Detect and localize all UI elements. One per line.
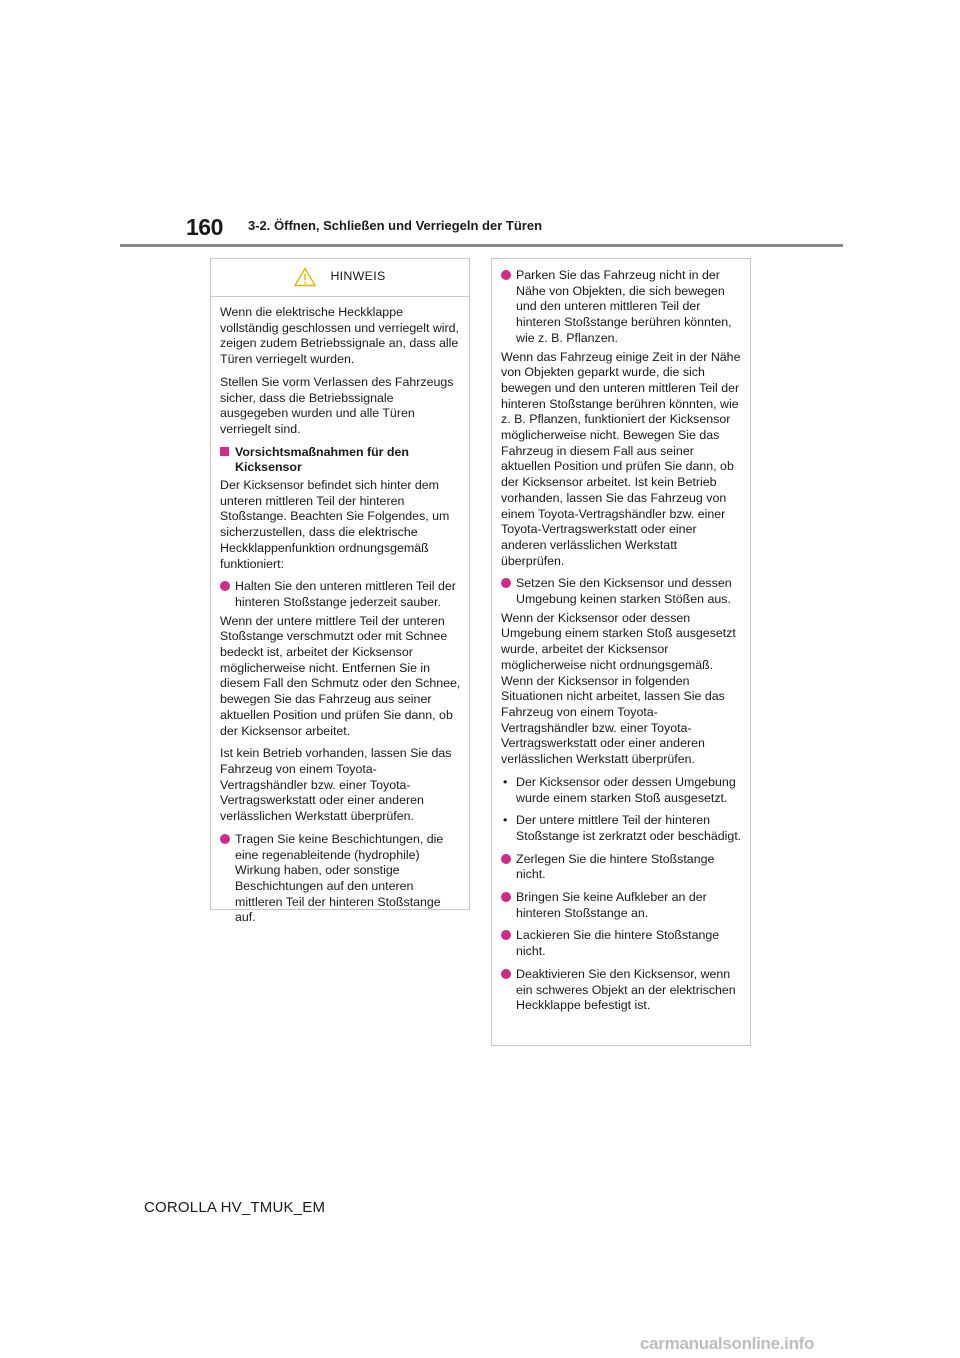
- dash-text: Der untere mittlere Teil der hinteren Stoßstange ist zerkratzt oder beschädigt.: [516, 813, 742, 843]
- dash-item: [501, 813, 742, 844]
- warning-triangle-icon: [294, 267, 316, 287]
- watermark: carmanualsonline.info: [640, 1334, 815, 1353]
- dash-item: [501, 775, 742, 806]
- paragraph: Der Kicksensor befindet sich hinter dem unteren mittleren Teil der hinteren Stoßstange. Beachten Sie Folgendes, um sicherzustellen, dass die elektrische Heckklappenfunktion ordnungsgemäß funktioniert:: [220, 478, 450, 571]
- bullet-text: Bringen Sie keine Aufkleber an der hinteren Stoßstange an.: [516, 890, 707, 920]
- circle-bullet-icon: [501, 270, 511, 280]
- paragraph: Stellen Sie vorm Verlassen des Fahrzeugs sicher, dass die Betriebssignale ausgegeben wurden und alle Türen verriegelt sind.: [220, 374, 454, 436]
- circle-bullet-icon: [501, 892, 511, 902]
- bullet-item: [501, 928, 742, 959]
- bullet-item: [501, 967, 742, 1014]
- paragraph: Wenn das Fahrzeug einige Zeit in der Nähe von Objekten geparkt wurde, die sich bewegen und den unteren mittleren Teil der hinteren Stoßstange berühren könnten, wie z. B. Pflanzen, funktioniert der Kicksensor möglicherweise nicht. Bewegen Sie das Fahrzeug in diesem Fall aus seiner aktuellen Position und prüfen Sie dann, ob der Kicksensor arbeitet. Ist kein Betrieb vorhanden, lassen Sie das Fahrzeug von einem Toyota-Vertragshändler bzw. einer Toyota-Vertragswerkstatt oder einer anderen verlässlichen Werkstatt überprüfen.: [501, 349, 741, 568]
- dash-text: Der Kicksensor oder dessen Umgebung wurde einem starken Stoß ausgesetzt.: [516, 774, 736, 805]
- circle-bullet-icon: [501, 578, 511, 588]
- bullet-item: [220, 579, 461, 610]
- subheading-text: Vorsichtsmaßnahmen für den Kicksensor: [235, 444, 409, 475]
- bullet-item: [501, 890, 742, 921]
- notice-box-right: [491, 258, 751, 1046]
- paragraph: Wenn der untere mittlere Teil der unteren Stoßstange verschmutzt oder mit Schnee bedeckt ist, arbeitet der Kicksensor möglicherweise nicht. Entfernen Sie in diesem Fall den Schmutz oder den Schnee, bewegen Sie das Fahrzeug aus seiner aktuellen Position und prüfen Sie dann, ob der Kicksensor arbeitet.: [220, 613, 461, 738]
- paragraph: Ist kein Betrieb vorhanden, lassen Sie das Fahrzeug von einem Toyota-Vertragshändler bzw. einer Toyota-Vertragswerkstatt oder einer anderen verlässlichen Werkstatt überprüfen.: [220, 746, 452, 824]
- bullet-text: Deaktivieren Sie den Kicksensor, wenn ein schweres Objekt an der elektrischen Heckklappe befestigt ist.: [516, 966, 736, 1013]
- circle-bullet-icon: [220, 581, 230, 591]
- notice-box-left: [210, 258, 470, 925]
- bullet-item: [501, 268, 742, 347]
- circle-bullet-icon: [220, 834, 230, 844]
- dot-marker: •: [503, 813, 508, 828]
- subheading-kicksensor: [220, 445, 461, 476]
- circle-bullet-icon: [501, 854, 511, 864]
- page-number: 160: [186, 214, 223, 240]
- bullet-item: [501, 576, 742, 607]
- bullet-text: Tragen Sie keine Beschichtungen, die eine regenableitende (hydrophile) Wirkung haben, oder sonstige Beschichtungen auf den unteren mittleren Teil der hinteren Stoßstange auf.: [235, 831, 444, 925]
- section-title: 3-2. Öffnen, Schließen und Verriegeln der Türen: [248, 218, 543, 233]
- bullet-text: Setzen Sie den Kicksensor und dessen Umgebung keinen starken Stößen aus.: [516, 576, 732, 607]
- bullet-text: Parken Sie das Fahrzeug nicht in der Nähe von Objekten, die sich bewegen und den unteren mittleren Teil der hinteren Stoßstange berühren könnten, wie z. B. Pflanzen.: [516, 268, 732, 345]
- header-rule: [120, 244, 843, 247]
- bullet-text: Zerlegen Sie die hintere Stoßstange nicht.: [516, 851, 715, 882]
- bullet-item: [220, 832, 461, 926]
- bullet-text: Lackieren Sie die hintere Stoßstange nicht.: [516, 928, 720, 959]
- notice-label: HINWEIS: [330, 269, 386, 284]
- bullet-text: Halten Sie den unteren mittleren Teil der hinteren Stoßstange jederzeit sauber.: [235, 579, 456, 609]
- model-footer: COROLLA HV_TMUK_EM: [144, 1199, 326, 1216]
- square-bullet-icon: [220, 447, 229, 456]
- circle-bullet-icon: [501, 969, 511, 979]
- circle-bullet-icon: [501, 930, 511, 940]
- dot-marker: •: [503, 774, 508, 789]
- paragraph: Wenn die elektrische Heckklappe vollständig geschlossen und verriegelt wird, zeigen zudem Betriebssignale an, dass alle Türen verriegelt wurden.: [220, 305, 459, 367]
- paragraph: Wenn der Kicksensor oder dessen Umgebung einem starken Stoß ausgesetzt wurde, arbeitet der Kicksensor möglicherweise nicht ordnungsgemäß. Wenn der Kicksensor in folgenden Situationen nicht arbeitet, lassen Sie das Fahrzeug von einem Toyota-Vertragshändler bzw. einer Toyota-Vertragswerkstatt oder einer anderen verlässlichen Werkstatt überprüfen.: [501, 610, 736, 767]
- notice-header: [211, 266, 469, 297]
- bullet-item: [501, 852, 742, 883]
